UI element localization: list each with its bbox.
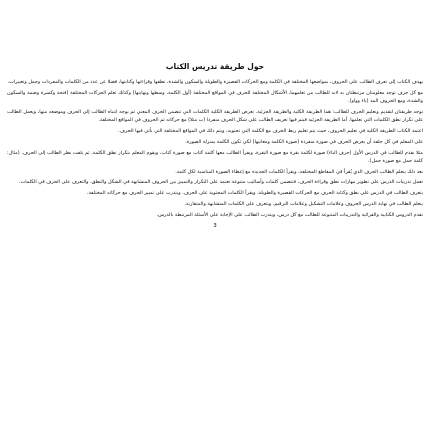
paragraph-5: على المعلم في كل حلقة أن يعرض الحرف في صورة منفردة (صورة الكلمة ومعانيها) لكي تكون الكلمة بمنزلة الصورة. bbox=[185, 138, 423, 145]
paragraph-4: اعتمد الكتاب الطريقة الكلية في تعليم الحروف، حيث يتم تعليم ربط الحرف مع الكلمة التي تحتويه، ويتم ذلك في المواقع المختلفة التي يأتي فيها الحرف. bbox=[118, 127, 423, 134]
page-title: حول طريقة تدريس الكتاب bbox=[165, 62, 265, 71]
paragraph-9: يتعرف الطالب في الدرس على نطق وكتابة الحرف مع الحركات القصيرة والطويلة، ويقرأ الكلمات المحتوية على الحرف، ويتدرب على تمييز الحرف مع حركاته المختلفة. bbox=[87, 190, 423, 197]
paragraph-7: بعد ذلك يتعلم الطالب الحرف الذي يُقرأ في المقاطع المختلفة، ويقرأ الكلمات الجديدة مع إعطاء الصورة المناسبة لكل كلمة. bbox=[175, 168, 423, 175]
paragraph-6: مثلا يقدم للطالب في الدرس الأول (حرف الباء) صورة لكلمة بقرة مع صورة البقرة، ويقرأ الطالب معها كلمة كتاب مع صورة كتاب، ويقوم المعلم بتكرار نطق الكلمة، ثم يلفت نظر الطالب إلى الحرف. (مثال: كلمة جمل مع صورة جمل). bbox=[7, 149, 423, 164]
paragraph-10: يتعلم الطالب في نهاية الدرس الحروف وعلامات التشكيل وعلامات الترقيم، ويتعرف على الكلمات المتشابهة والمتقاربة. bbox=[184, 201, 423, 208]
paragraph-11: تقدم الدروس الكتابية والقرائية والتدريبات المتنوعة للطالب مع كل درس، ويتدرب الطالب على الإجابة على الأسئلة المرتبطة بالدرس. bbox=[156, 211, 423, 218]
paragraph-2: مع كل حرف توجد معلومتان مرتبطتان به لابد للطالب من تعلمهما، الأشكال المختلفة للحرف في المواقع المختلفة (أول الكلمة، وسطها ونهايتها) وكذلك تعلم الحركات المختلفة (فتحة وكسرة وضمة والسكون والشدة، ومع الحروف المد (ياء وواو). bbox=[7, 89, 423, 105]
paragraph-1: يهدف الكتاب إلى تعرف الطالب على الحروف، بمواضعها المختلفة في الكلمة ومع الحركات القصيرة والطويلة والسكون والشدة، نطقها وقراءتها وكتابتها، فضلا عن عدد من الكلمات والمفردات وجمل وتعبيرات. bbox=[7, 79, 423, 85]
paragraph-3: توجد طريقتان لتقديم وتعليم الحرف للطالب: هما الطريقة الكلية والطريقة الجزئية. تعرض الطريقة الكلية الكلمات التي تتضمن الحرف المعني ثم يوجه انتباه الطالب إلى الحرف وموضعه منها، ويعمل الطالب على تكرار نطق الكلمات التي تعلمها. أما الطريقة الجزئية فيتم فيها تعريف الطالب على شكل الحرف منفردا (ب مثلا) مع حركاته ثم الحروف في المواقع المختلفة. bbox=[7, 108, 423, 124]
page-number: 3 bbox=[213, 222, 217, 229]
paragraph-8: تعمل تدريبات الدرس على تطوير مهارات نطق وقراءة الحرف، فتتضمن كلمات وأساليب متنوعة تعتمد على التكرار والتمييز بين الحروف المتشابهة في الشكل والنطق، والتعرف على الحرف في الكلمات. bbox=[19, 179, 423, 186]
